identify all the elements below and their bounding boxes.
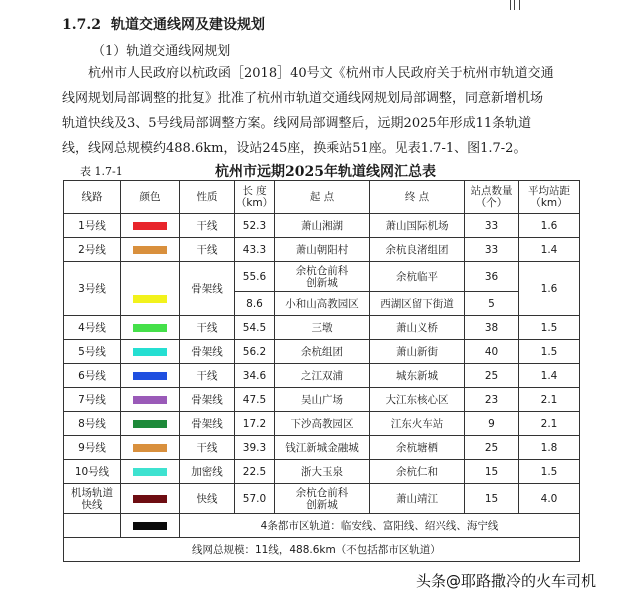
table-row [64,316,580,340]
line-type: 干线 [180,364,235,388]
metro-row [64,514,580,538]
header-length-unit: （km） [235,197,274,209]
line-spacing: 2.1 [519,412,580,436]
line-end: 萧山新街 [370,340,465,364]
line-length: 8.6 [235,292,275,316]
line-name: 4号线 [64,316,121,340]
line-spacing: 2.1 [519,388,580,412]
line-spacing: 1.6 [519,262,580,316]
color-swatch [133,396,167,404]
line-start: 吴山广场 [275,388,370,412]
line-spacing: 1.6 [519,214,580,238]
line-spacing: 1.5 [519,316,580,340]
line-type: 骨架线 [180,388,235,412]
line-end: 城东新城 [370,364,465,388]
line-stations: 25 [465,364,519,388]
start-text: 创新城 [306,498,338,511]
header-line: 线路 [64,181,121,214]
section-heading [62,14,265,34]
body-paragraph [62,61,622,161]
line-start: 萧山朝阳村 [275,238,370,262]
line-color [121,364,180,388]
table-caption: 表 1.7-1 [80,165,123,178]
line-name-text: 快线 [81,498,103,511]
summary-row [64,538,580,562]
line-type: 快线 [180,484,235,514]
header-spacing-label: 平均站距 [528,185,570,197]
line-stations: 9 [465,412,519,436]
line-length: 17.2 [235,412,275,436]
table-row [64,436,580,460]
line-spacing: 1.8 [519,436,580,460]
line-end: 余杭良渚组团 [370,238,465,262]
line-name: 2号线 [64,238,121,262]
table-row [64,388,580,412]
line-stations: 25 [465,436,519,460]
table-title: 杭州市远期2025年轨道线网汇总表 [215,164,436,180]
line-start [275,484,370,514]
line-name: 5号线 [64,340,121,364]
line-name-text: 机场轨道 [71,486,113,499]
line-start [275,262,370,292]
line-color [121,514,180,538]
line-color [121,484,180,514]
color-swatch [133,324,167,332]
line-type: 加密线 [180,460,235,484]
line-color [121,412,180,436]
line-spacing: 1.4 [519,364,580,388]
line-name: 9号线 [64,436,121,460]
line-name: 7号线 [64,388,121,412]
color-swatch [133,444,167,452]
line-color [121,460,180,484]
line-end: 余杭仁和 [370,460,465,484]
line-length: 56.2 [235,340,275,364]
table-header-row [64,181,580,214]
line-type: 干线 [180,316,235,340]
line-type: 骨架线 [180,262,235,316]
line-end: 大江东核心区 [370,388,465,412]
header-color: 颜色 [121,181,180,214]
line-start: 下沙高教园区 [275,412,370,436]
line-start: 钱江新城金融城 [275,436,370,460]
line-color [121,340,180,364]
header-length-label: 长 度 [242,185,267,197]
line-stations: 36 [465,262,519,292]
summary-text: 线网总规模：11线，488.6km（不包括都市区轨道） [64,538,580,562]
line-name [64,514,121,538]
table-row [64,484,580,514]
paragraph-line: 线网规划局部调整的批复》批准了杭州市轨道交通线网规划局部调整，同意新增机场 [62,91,544,106]
line-end: 萧山义桥 [370,316,465,340]
line-start: 之江双浦 [275,364,370,388]
line-start: 三墩 [275,316,370,340]
color-swatch [133,295,167,303]
table-row [64,364,580,388]
line-name: 6号线 [64,364,121,388]
line-color [121,238,180,262]
line-start: 小和山高教园区 [275,292,370,316]
line-length: 57.0 [235,484,275,514]
start-text: 余杭仓前科 [295,264,349,277]
header-stations-unit: （个） [475,197,508,209]
line-name: 10号线 [64,460,121,484]
paragraph-line: 轨道快线及3、5号线局部调整方案。线网局部调整后，远期2025年形成11条轨道 [62,116,532,131]
color-swatch [133,468,167,476]
line-length: 52.3 [235,214,275,238]
line-end: 萧山国际机场 [370,214,465,238]
line-name: 3号线 [64,262,121,316]
line-stations: 33 [465,214,519,238]
line-end: 江东火车站 [370,412,465,436]
header-start: 起 点 [275,181,370,214]
line-length: 55.6 [235,262,275,292]
line-stations: 33 [465,238,519,262]
color-swatch [133,495,167,503]
table-row [64,460,580,484]
line-color [121,262,180,316]
line-start: 浙大玉泉 [275,460,370,484]
start-text: 余杭仓前科 [295,486,349,499]
table-row [64,340,580,364]
line-name: 1号线 [64,214,121,238]
header-stations-label: 站点数量 [470,185,513,197]
header-end: 终 点 [370,181,465,214]
line-length: 43.3 [235,238,275,262]
header-stations [465,181,519,214]
line-type: 骨架线 [180,340,235,364]
line-type: 骨架线 [180,412,235,436]
line-end: 余杭塘栖 [370,436,465,460]
header-type: 性质 [180,181,235,214]
table-row [64,412,580,436]
line-stations: 23 [465,388,519,412]
line-spacing: 1.5 [519,340,580,364]
paragraph-line: 杭州市人民政府以杭政函［2018］40号文《杭州市人民政府关于杭州市轨道交通 [88,66,554,81]
color-swatch [133,246,167,254]
color-swatch [133,372,167,380]
line-spacing: 4.0 [519,484,580,514]
line-stations: 38 [465,316,519,340]
line-type: 干线 [180,238,235,262]
paragraph-line: 线，线网总规模约488.6km，设站245座，换乘站51座。见表1.7-1、图1.7-2。 [62,141,527,156]
line-stations: 40 [465,340,519,364]
header-spacing [519,181,580,214]
line-color [121,316,180,340]
line-color [121,388,180,412]
line-start: 萧山湘湖 [275,214,370,238]
line-spacing: 1.5 [519,460,580,484]
line-name [64,484,121,514]
rail-network-table [63,180,580,562]
line-spacing: 1.4 [519,238,580,262]
section-number: 1.7.2 [62,17,101,33]
color-swatch [133,522,167,530]
watermark: 头条@耶路撒冷的火车司机 [416,572,597,590]
line-color [121,214,180,238]
color-swatch [133,348,167,356]
line-length: 22.5 [235,460,275,484]
section-title: 轨道交通线网及建设规划 [110,17,265,33]
line-stations: 5 [465,292,519,316]
line-name: 8号线 [64,412,121,436]
line-stations: 15 [465,460,519,484]
color-swatch [133,222,167,230]
table-row [64,238,580,262]
line-color [121,436,180,460]
line-start: 余杭组团 [275,340,370,364]
table-row [64,262,580,292]
metro-text: 4条都市区轨道：临安线、富阳线、绍兴线、海宁线 [180,514,580,538]
header-length [235,181,275,214]
line-end: 西湖区留下街道 [370,292,465,316]
line-length: 34.6 [235,364,275,388]
line-length: 47.5 [235,388,275,412]
line-end: 萧山靖江 [370,484,465,514]
subheading: （1）轨道交通线网规划 [92,44,231,59]
page-edge-mark [510,0,520,10]
line-type: 干线 [180,436,235,460]
color-swatch [133,420,167,428]
header-spacing-unit: （km） [530,197,568,209]
line-type: 干线 [180,214,235,238]
line-length: 54.5 [235,316,275,340]
start-text: 创新城 [306,276,338,289]
table-row [64,214,580,238]
line-length: 39.3 [235,436,275,460]
line-stations: 15 [465,484,519,514]
line-end: 余杭临平 [370,262,465,292]
